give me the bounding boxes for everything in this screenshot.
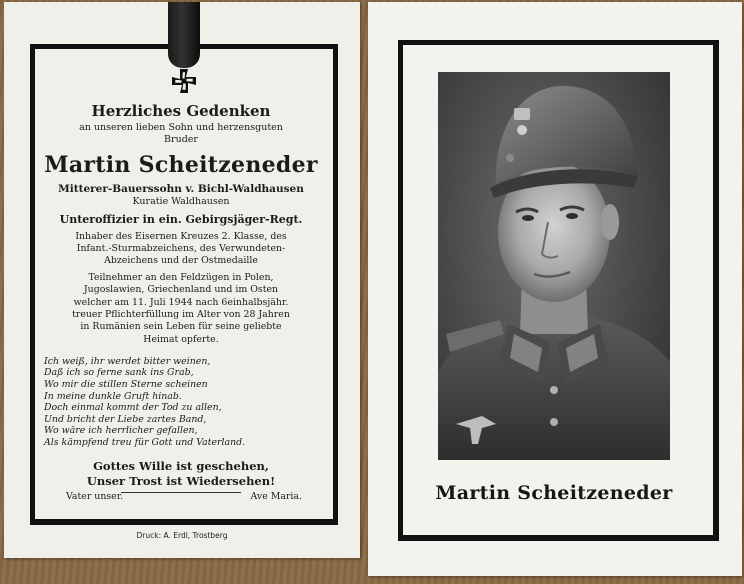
heading: Herzliches Gedenken <box>91 102 271 120</box>
awards-line: Abzeichens und der Ostmedaille <box>104 255 258 267</box>
campaigns-text <box>36 272 326 296</box>
memorial-card-photo-side <box>368 2 742 576</box>
deceased-name: Martin Scheitzeneder <box>44 152 318 178</box>
poem-line: Wo wäre ich herrlicher gefallen, <box>44 425 198 437</box>
iron-cross-icon <box>171 68 197 94</box>
poem-line: Und bricht der Liebe zartes Band, <box>44 413 207 425</box>
origin-line: Mitterer-Bauerssohn v. Bichl-Waldhausen <box>58 183 304 195</box>
black-ribbon <box>168 2 200 68</box>
poem-line: Ich weiß, ihr werdet bitter weinen, <box>44 355 211 367</box>
faith-verse <box>36 459 326 493</box>
awards-text <box>36 231 326 268</box>
faith-line-1: Gottes Wille ist geschehen, <box>93 458 269 473</box>
campaigns-line: Jugoslawien, Griechenland und im Osten <box>83 283 279 295</box>
death-text <box>36 297 326 346</box>
poem-line: Daß ich so ferne sank ins Grab, <box>44 367 194 379</box>
faith-line-2: Unser Trost ist Wiedersehen! <box>86 473 276 488</box>
relation-line: Bruder <box>164 134 198 145</box>
poem <box>36 356 326 449</box>
intro-line: an unseren lieben Sohn und herzensguten <box>79 122 283 133</box>
printer-imprint: Druck: A. Erdl, Trostberg <box>136 531 228 540</box>
poem-line: Als kämpfend treu für Gott und Vaterland. <box>44 436 246 448</box>
memorial-card-text-side <box>4 2 360 558</box>
death-line: treuer Pflichterfüllung im Alter von 28 Jahren <box>72 309 290 321</box>
awards-line: Infant.-Sturmabzeichens, des Verwundeten- <box>76 243 286 255</box>
memorial-text <box>36 98 326 493</box>
portrait-caption-name: Martin Scheitzeneder <box>435 482 673 504</box>
rank-line: Unteroffizier in ein. Gebirgsjäger-Regt. <box>59 213 303 226</box>
prayer-right: Ave Maria. <box>250 491 302 502</box>
portrait-photo <box>438 72 670 460</box>
campaigns-line: Teilnehmer an den Feldzügen in Polen, <box>88 271 274 283</box>
prayer-left: Vater unser. <box>66 491 124 502</box>
death-line: Heimat opferte. <box>143 333 219 345</box>
parish-line: Kuratie Waldhausen <box>132 196 230 207</box>
poem-line: Doch einmal kommt der Tod zu allen, <box>44 402 222 414</box>
poem-line: Wo mir die stillen Sterne scheinen <box>44 379 208 391</box>
soldier-portrait-image <box>438 72 670 460</box>
death-line: in Rumänien sein Leben für seine geliebte <box>80 321 282 333</box>
awards-line: Inhaber des Eisernen Kreuzes 2. Klasse, des <box>75 231 287 242</box>
prayer-row <box>66 491 302 502</box>
poem-line: In meine dunkle Gruft hinab. <box>44 390 182 402</box>
death-line: welcher am 11. Juli 1944 nach 6einhalbsjähr. <box>73 297 289 309</box>
